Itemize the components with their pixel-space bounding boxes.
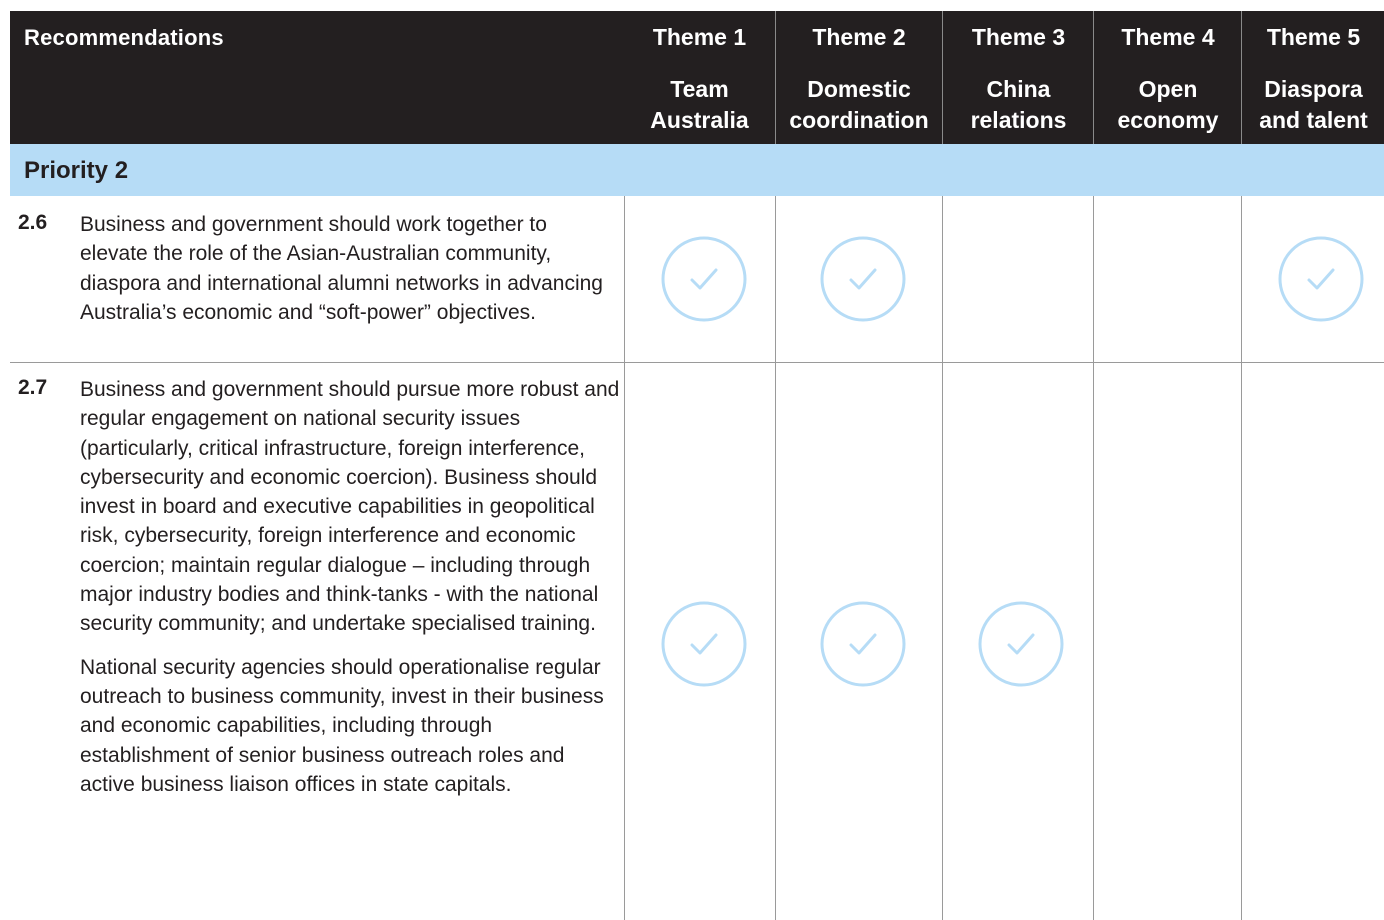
check-circle-icon xyxy=(661,601,747,687)
theme-3-header xyxy=(942,11,1094,144)
theme-4-number: Theme 4 xyxy=(1121,24,1215,50)
theme-4-name: Open economy xyxy=(1117,76,1219,133)
priority-band xyxy=(10,144,1384,196)
check-circle-icon xyxy=(978,601,1064,687)
theme-5-number: Theme 5 xyxy=(1266,24,1361,50)
recommendation-number: 2.6 xyxy=(18,211,48,234)
theme-1-name: Team Australia xyxy=(650,76,749,133)
theme-2-header xyxy=(775,11,942,144)
check-circle-icon xyxy=(1278,236,1364,322)
theme-5-name: Diaspora and talent xyxy=(1259,76,1368,133)
check-circle-icon xyxy=(820,601,906,687)
theme-2-name: Domestic coordination xyxy=(789,76,929,133)
recommendation-paragraph: National security agencies should operationalise regular outreach to business community, invest in their business and economic capabilities, including through establishment of senior business outreach roles and active business liaison offices in state capitals. xyxy=(80,655,604,796)
recommendations-heading: Recommendations xyxy=(24,25,224,50)
recommendation-paragraph: Business and government should pursue more robust and regular engagement on national security issues (particularly, critical infrastructure, foreign interference, cybersecurity and economic coercion). Business should invest in board and executive capabilities in geopolitical risk, cybersecurity, foreign interference and economic coercion; maintain regular dialogue – including through major industry bodies and think-tanks - with the national security community; and undertake specialised training. xyxy=(80,378,620,636)
theme-3-name: China relations xyxy=(970,76,1067,133)
check-circle-icon xyxy=(820,236,906,322)
recommendation-number: 2.7 xyxy=(18,376,48,399)
theme-5-header xyxy=(1241,11,1384,144)
theme-1-header xyxy=(624,11,775,144)
theme-1-number: Theme 1 xyxy=(652,24,747,50)
theme-2-number: Theme 2 xyxy=(812,24,906,50)
recommendation-text xyxy=(80,210,620,327)
theme-4-header xyxy=(1093,11,1242,144)
check-circle-icon xyxy=(661,236,747,322)
recommendation-text xyxy=(80,375,620,799)
theme-3-number: Theme 3 xyxy=(971,24,1066,50)
table-header xyxy=(10,11,1384,144)
recommendation-paragraph: Business and government should work together to elevate the role of the Asian-Australian community, diaspora and international alumni networks in advancing Australia’s economic and “soft-power” objectives. xyxy=(80,213,603,324)
priority-label: Priority 2 xyxy=(24,157,129,184)
